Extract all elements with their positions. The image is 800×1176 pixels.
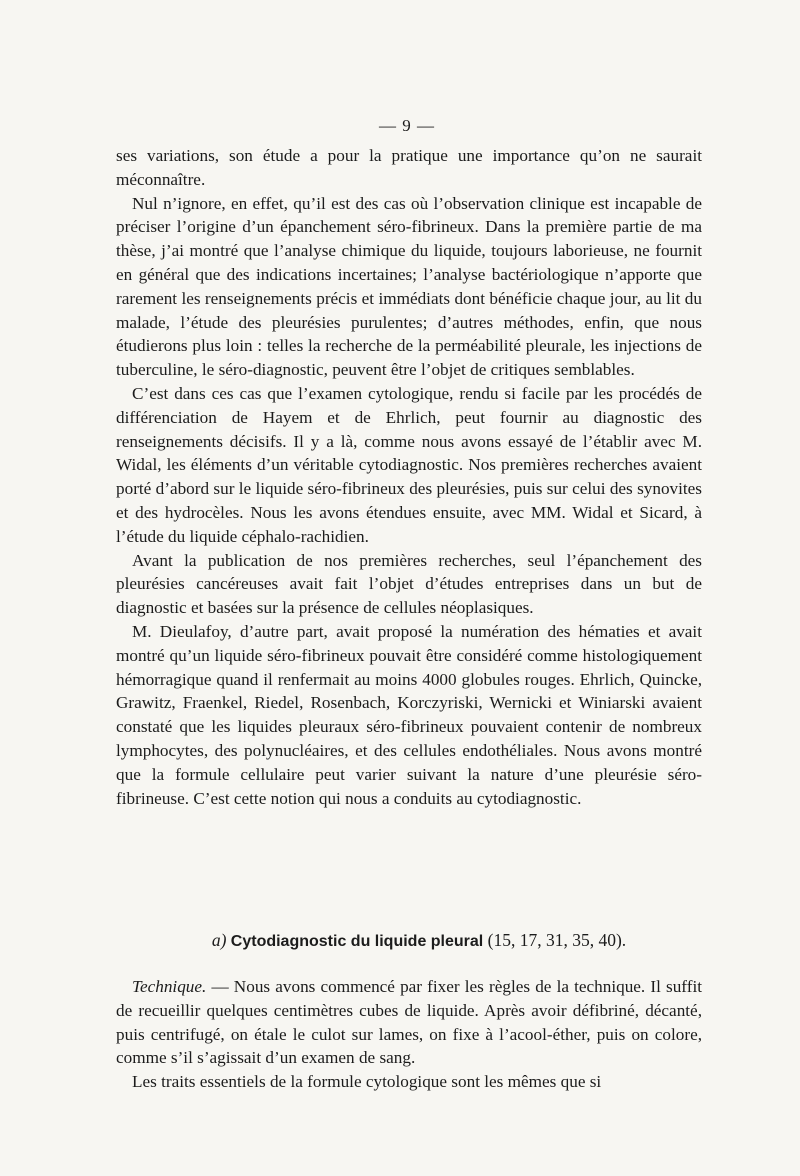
page-number: — 9 — <box>379 116 435 135</box>
paragraph-continuation: ses variations, son étude a pour la pratique une importance qu’on ne saurait méconnaître. <box>116 146 702 189</box>
section-letter: a) <box>211 930 227 950</box>
section-heading <box>116 930 702 951</box>
paragraph: Avant la publication de nos premières recherches, seul l’épanchement des pleurésies cancéreuses avait fait l’objet d’études entreprises dans un but de diagnostic et basées sur la présence de cellules néoplasiques. <box>116 550 702 618</box>
technique-body: — Nous avons commencé par fixer les règles de la technique. Il suffit de recueillir quelques centimètres cubes de liquide. Après avoir défibriné, décanté, puis centrifugé, on étale le culot sur lames, on fixe à l’acool-éther, puis on colore, comme s’il s’agissait d’un examen de sang. <box>116 977 702 1068</box>
technique-label: Technique. <box>132 977 207 996</box>
paragraph-last: Les traits essentiels de la formule cytologique sont les mêmes que si <box>132 1072 602 1092</box>
paragraph: M. Dieulafoy, d’autre part, avait proposé la numération des hématies et avait montré qu’un liquide séro-fibrineux pouvait être considéré comme histologiquement hémorragique quand il renfermait au moins 4000 globules rouges. Ehrlich, Quincke, Grawitz, Fraenkel, Riedel, Rosenbach, Korczyriski, Wernicki et Winiarski avaient constaté que les liquides pleuraux séro-fibrineux pouvaient contenir de nombreux lymphocytes, des polynucléaires, et des cellules endothéliales. Nous avons montré que la formule cellulaire peut varier suivant la nature d’une pleurésie séro-fibrineuse. C’est cette notion qui nous a conduits au cytodiagnostic. <box>116 621 702 808</box>
section-references: (15, 17, 31, 35, 40). <box>487 930 627 950</box>
section-title: Cytodiagnostic du liquide pleural <box>230 933 484 950</box>
technique-text <box>116 975 702 1094</box>
paragraph: C’est dans ces cas que l’examen cytologique, rendu si facile par les procédés de différenciation de Hayem et de Ehrlich, peut fournir au diagnostic des renseignements décisifs. Il y a là, comme nous avons essayé de l’établir avec M. Widal, les éléments d’un véritable cytodiagnostic. Nos premières recherches avaient porté d’abord sur le liquide séro-fibrineux des pleurésies, puis sur celui des synovites et des hydrocèles. Nous les avons étendues ensuite, avec MM. Widal et Sicard, à l’étude du liquide céphalo-rachidien. <box>116 383 702 546</box>
paragraph: Nul n’ignore, en effet, qu’il est des cas où l’observation clinique est incapable de préciser l’origine d’un épanchement séro-fibrineux. Dans la première partie de ma thèse, j’ai montré que l’analyse chimique du liquide, toujours laborieuse, ne fournit en général que des indications incertaines; l’analyse bactériologique n’apporte que rarement les renseignements précis et immédiats dont bénéficie chaque jour, au lit du malade, l’étude des pleurésies purulentes; d’autres méthodes, enfin, que nous étudierons plus loin : telles la recherche de la perméabilité pleurale, les injections de tuberculine, le séro-diagnostic, peuvent être l’objet de critiques semblables. <box>116 193 702 380</box>
technique-paragraph <box>116 975 702 1070</box>
body-text <box>116 144 702 810</box>
